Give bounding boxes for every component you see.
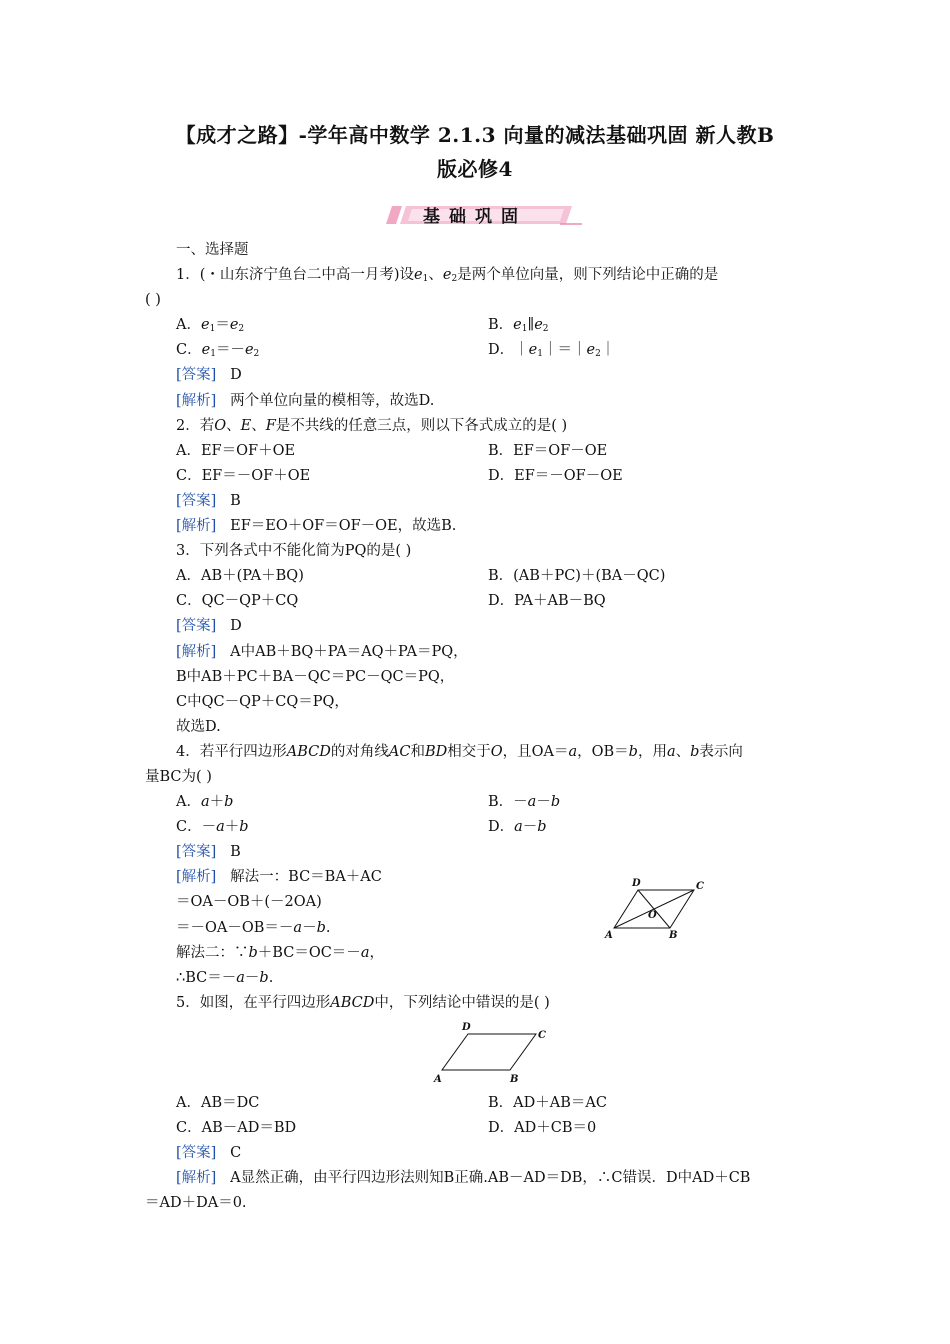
q2-options-cd: [145, 464, 810, 489]
q4-analysis-3: ＝－OA－OB＝－a－b.: [176, 919, 331, 936]
q3-analysis-1: [解析] A中AB＋BQ＋PA＝AQ＋PA＝PQ，: [176, 643, 468, 660]
title-line-2: 版必修4: [437, 157, 513, 181]
q3-analysis-3: C中QC－QP＋CQ＝PQ，: [176, 693, 349, 710]
q5-stem: 5．如图，在平行四边形ABCD中，下列结论中错误的是( ): [176, 994, 550, 1011]
document-title: [140, 118, 810, 186]
q4-analysis-4: 解法二：∵b＋BC＝OC＝－a，: [176, 944, 384, 961]
q2-option-a: A．EF＝OF＋OE: [176, 442, 296, 459]
q2-stem: 2．若O、E、F是不共线的任意三点，则以下各式成立的是( ): [176, 417, 568, 434]
q4-option-b: B．－a－b: [488, 794, 561, 811]
q1-analysis: [解析] 两个单位向量的模相等，故选D.: [176, 392, 435, 409]
q3-option-a: A．AB＋(PA＋BQ): [176, 568, 304, 585]
q1-options-cd: [145, 338, 810, 363]
q4-stem-cont: 量BC为( ): [145, 768, 212, 785]
q4-answer: [答案] B: [176, 844, 241, 861]
q3-option-c: C．QC－QP＋CQ: [176, 593, 299, 610]
q5-parallelogram-figure: [432, 1020, 554, 1086]
q5-analysis-1: [解析] A显然正确，由平行四边形法则知B正确.AB－AD＝DB，∴C错误．D中AD＋CB: [176, 1170, 751, 1187]
q4-parallelogram-figure: [604, 876, 708, 942]
q2-option-d: D．EF＝－OF－OE: [488, 467, 623, 484]
q3-analysis-2: B中AB＋PC＋BA－QC＝PC－QC＝PQ，: [176, 668, 455, 685]
q5-option-b: B．AD＋AB＝AC: [488, 1094, 607, 1111]
q2-option-b: B．EF＝OF－OE: [488, 442, 608, 459]
q5-option-d: D．AD＋CB＝0: [488, 1120, 597, 1136]
q5-analysis-2: ＝AD＋DA＝0.: [145, 1195, 247, 1212]
fig2-label-c: C: [538, 1030, 546, 1041]
q5-option-c: C．AB－AD＝BD: [176, 1120, 297, 1136]
q1-answer: [答案] D: [176, 367, 242, 384]
q2-options-ab: [145, 439, 810, 464]
q5-options-ab: [145, 1091, 810, 1116]
q1-stem-cont: ( ): [145, 292, 161, 309]
q3-analysis-4: 故选D.: [176, 718, 221, 735]
q1-options-ab: [145, 313, 810, 338]
q4-options-cd: [145, 815, 810, 840]
q1-option-d: D．$|e_1|=|e_2|$: [488, 342, 616, 360]
fig2-label-b: B: [510, 1074, 519, 1085]
q1-stem: 1．(・山东济宁鱼台二中高一月考)设$e_1$、$e_2$是两个单位向量，则下列结论中正确的是: [176, 267, 719, 285]
q3-option-b: B．(AB＋PC)＋(BA－QC): [488, 568, 666, 585]
q3-options-cd: [145, 589, 810, 614]
q3-answer: [答案] D: [176, 618, 242, 635]
fig2-label-d: D: [462, 1022, 471, 1033]
q2-option-c: C．EF＝－OF＋OE: [176, 467, 311, 484]
q1-option-c: C．$e_1=-e_2$: [176, 342, 260, 360]
q1-option-a: A．$e_1=e_2$: [176, 317, 245, 335]
q4-analysis-1: [解析] 解法一：BC＝BA＋AC: [176, 869, 382, 886]
q1-option-b: B．$e_1\parallel e_2$: [488, 317, 549, 335]
fig1-label-d: D: [632, 878, 641, 889]
fig2-label-a: A: [434, 1074, 442, 1085]
q2-analysis: [解析] EF＝EO＋OF＝OF－OE，故选B.: [176, 518, 457, 535]
q4-options-ab: [145, 790, 810, 815]
q4-option-c: C．－a＋b: [176, 819, 249, 836]
q3-option-d: D．PA＋AB－BQ: [488, 593, 606, 610]
section-heading: 一、选择题: [176, 242, 249, 258]
fig1-label-c: C: [696, 881, 704, 892]
banner-label: 基础巩固: [423, 207, 527, 227]
q5-options-cd: [145, 1116, 810, 1141]
q5-answer: [答案] C: [176, 1145, 242, 1162]
q4-analysis-5: ∴BC＝－a－b.: [176, 969, 274, 986]
q3-stem: 3．下列各式中不能化简为PQ的是( ): [176, 543, 412, 560]
q4-analysis-2: ＝OA－OB＋(－2OA): [176, 894, 322, 911]
q4-stem: 4．若平行四边形ABCD的对角线AC和BD相交于O，且OA＝a，OB＝b，用a、b表示向: [176, 743, 743, 760]
fig1-label-a: A: [605, 930, 613, 941]
q2-answer: [答案] B: [176, 492, 241, 509]
title-line-1: 【成才之路】-学年高中数学 2.1.3 向量的减法基础巩固 新人教B: [175, 123, 775, 147]
section-banner: [360, 200, 590, 230]
q3-options-ab: [145, 564, 810, 589]
q5-option-a: A．AB＝DC: [176, 1094, 260, 1111]
fig1-label-o: O: [648, 910, 657, 921]
fig1-label-b: B: [669, 930, 678, 941]
q4-option-a: A．a＋b: [176, 794, 234, 811]
q4-option-d: D．a－b: [488, 819, 547, 836]
